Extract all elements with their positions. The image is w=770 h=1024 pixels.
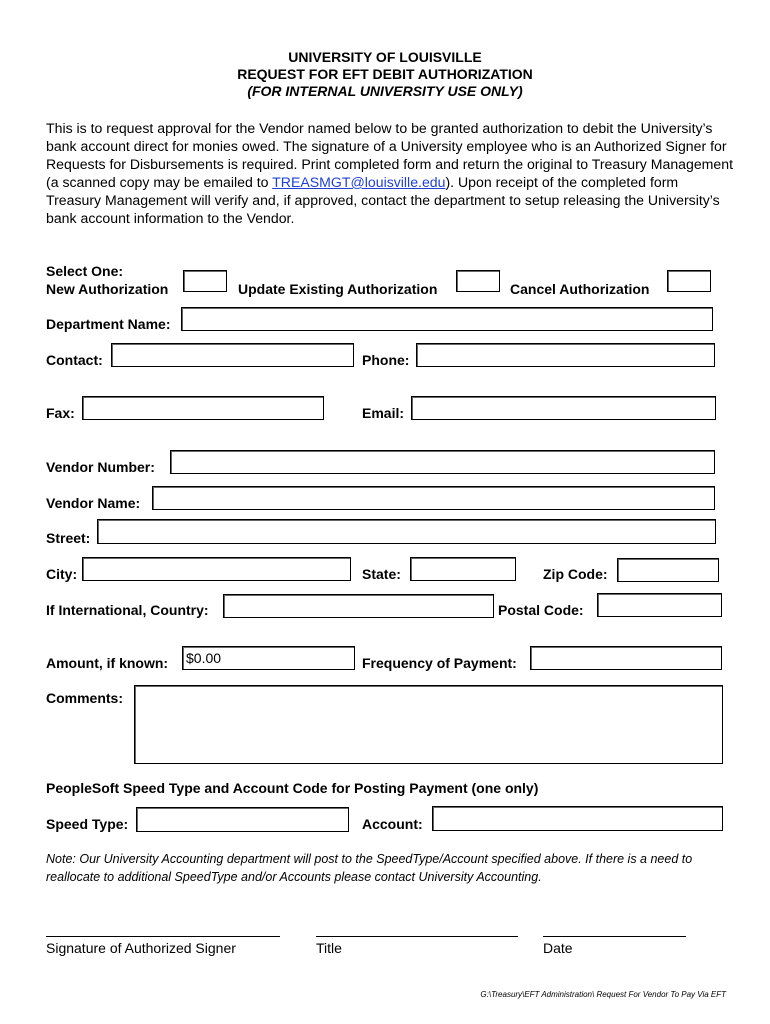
city-input[interactable]: [82, 557, 351, 581]
update-authorization-checkbox[interactable]: [456, 270, 500, 292]
zip-code-input[interactable]: [617, 558, 719, 582]
form-title-internal: (FOR INTERNAL UNIVERSITY USE ONLY): [247, 83, 523, 99]
form-title-university: UNIVERSITY OF LOUISVILLE: [288, 49, 482, 65]
accounting-note: Note: Our University Accounting department will post to the SpeedType/Account specified above. If there is a need to reallocate to additional SpeedType and/or Accounts please contact University Accounting.: [46, 852, 693, 884]
frequency-label: Frequency of Payment:: [362, 655, 517, 671]
amount-value: $0.00: [186, 650, 222, 666]
speed-type-input[interactable]: [136, 807, 349, 832]
vendor-number-input[interactable]: [170, 450, 715, 474]
comments-label: Comments:: [46, 690, 124, 706]
speed-type-label: Speed Type:: [46, 816, 129, 832]
comments-textarea[interactable]: [134, 685, 723, 764]
state-input[interactable]: [410, 557, 516, 581]
contact-input[interactable]: [111, 343, 354, 367]
city-label: City:: [46, 566, 78, 582]
state-label: State:: [362, 566, 401, 582]
cancel-authorization-label: Cancel Authorization: [510, 281, 650, 297]
treasury-email-link[interactable]: TREASMGT@louisville.edu: [272, 174, 446, 190]
account-label: Account:: [362, 816, 423, 832]
fax-input[interactable]: [82, 396, 324, 420]
zip-code-label: Zip Code:: [543, 566, 608, 582]
frequency-input[interactable]: [530, 646, 722, 670]
account-input[interactable]: [432, 806, 723, 831]
country-input[interactable]: [223, 594, 494, 618]
phone-label: Phone:: [362, 352, 410, 368]
department-name-label: Department Name:: [46, 316, 171, 332]
vendor-name-label: Vendor Name:: [46, 495, 141, 511]
form-title-request: REQUEST FOR EFT DEBIT AUTHORIZATION: [237, 66, 533, 82]
department-name-input[interactable]: [181, 307, 713, 331]
postal-code-input[interactable]: [597, 593, 722, 617]
street-input[interactable]: [97, 519, 716, 544]
contact-label: Contact:: [46, 352, 103, 368]
new-authorization-checkbox[interactable]: [183, 270, 227, 292]
intro-paragraph: [46, 119, 736, 227]
signer-label: Signature of Authorized Signer: [46, 940, 236, 956]
amount-input[interactable]: [182, 646, 355, 670]
phone-input[interactable]: [416, 343, 715, 367]
country-label: If International, Country:: [46, 602, 209, 618]
intro-text-after: ). Upon receipt of the completed form Treasury Management will verify and, if approved, contact the department to setup releasing the University’s bank account information to the Vendor.: [46, 174, 720, 226]
amount-label: Amount, if known:: [46, 655, 169, 671]
date-label: Date: [543, 940, 573, 956]
peoplesoft-heading: PeopleSoft Speed Type and Account Code for Posting Payment (one only): [46, 780, 539, 796]
update-authorization-label: Update Existing Authorization: [238, 281, 438, 297]
postal-code-label: Postal Code:: [498, 602, 584, 618]
cancel-authorization-checkbox[interactable]: [667, 270, 711, 292]
street-label: Street:: [46, 530, 91, 546]
select-one-label: Select One:: [46, 263, 124, 279]
email-label: Email:: [362, 405, 405, 421]
vendor-name-input[interactable]: [152, 486, 715, 510]
intro-text-before: This is to request approval for the Vendor named below to be granted authorization to debit the University’s bank account direct for monies owed. The signature of a University employee who is an Authorized Signer for Requests for Disbursements is required. Print completed form and return the original to Treasury Management (a scanned copy may be emailed to: [46, 120, 734, 190]
new-authorization-label: New Authorization: [46, 281, 169, 297]
fax-label: Fax:: [46, 405, 75, 421]
file-path-footer: G:\Treasury\EFT Administration\ Request For Vendor To Pay Via EFT: [480, 990, 726, 999]
vendor-number-label: Vendor Number:: [46, 459, 155, 475]
date-signature-line: [543, 936, 686, 937]
email-input[interactable]: [411, 396, 716, 420]
title-label: Title: [316, 940, 342, 956]
title-signature-line: [316, 936, 518, 937]
signer-signature-line: [46, 936, 280, 937]
